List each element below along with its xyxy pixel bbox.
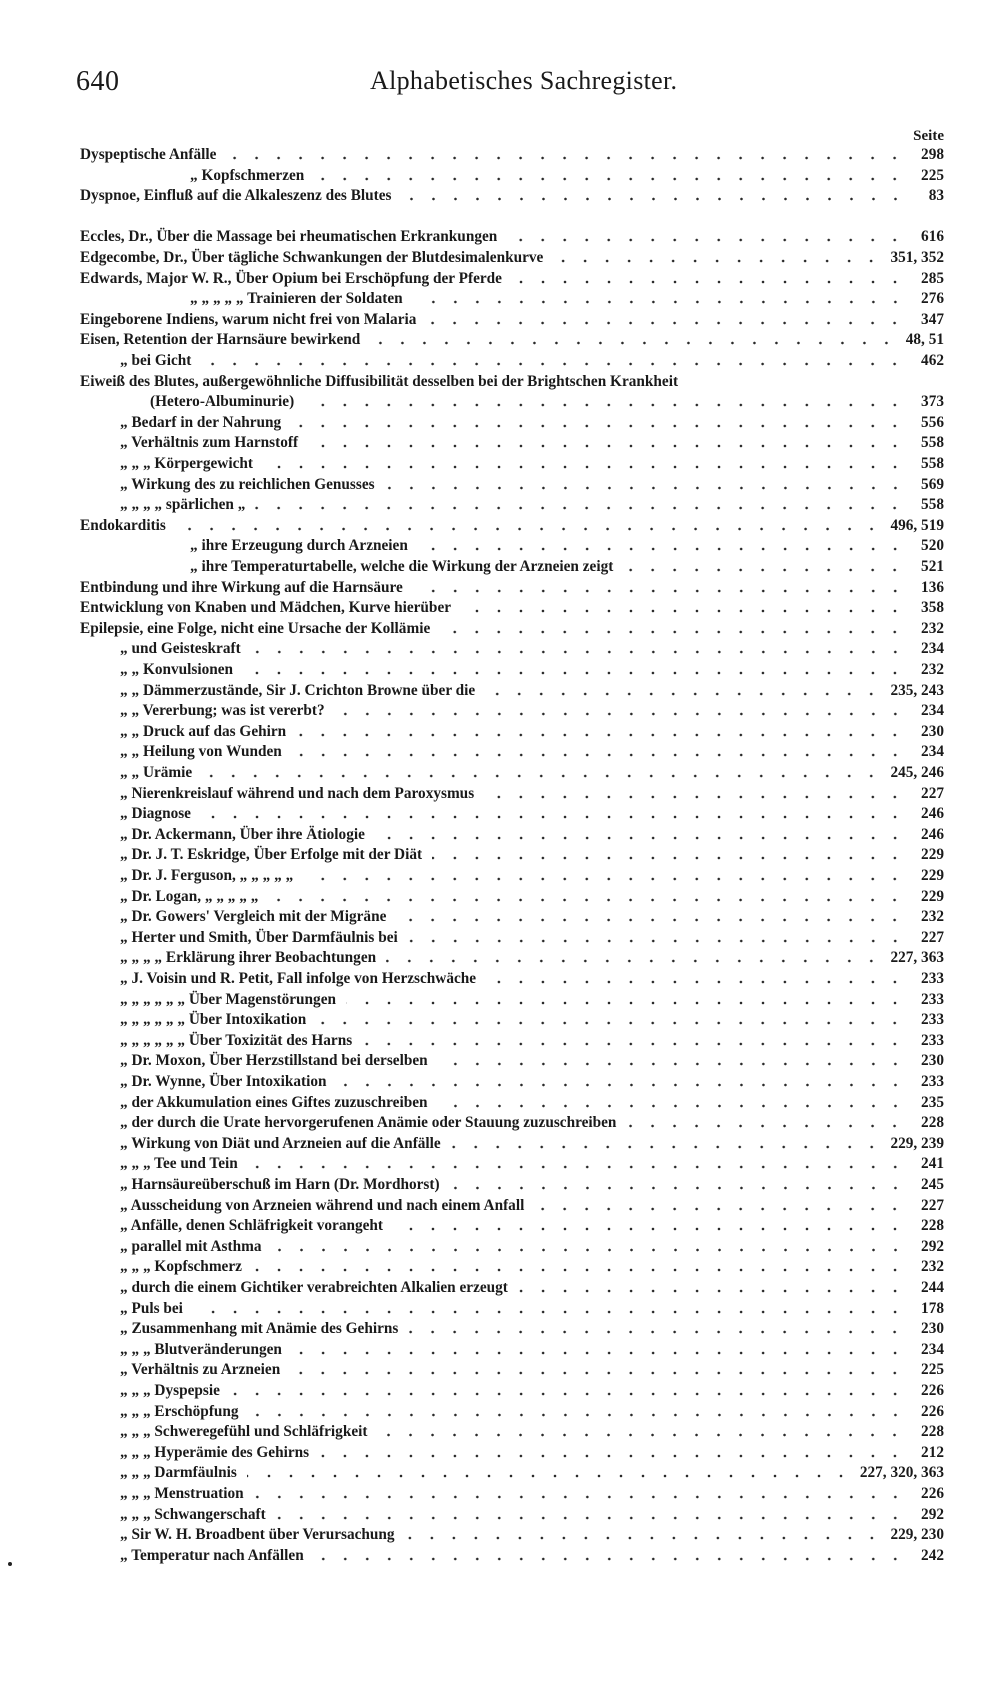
- index-entry: [120, 659, 944, 680]
- index-entry: [120, 762, 944, 783]
- dot-leader: [319, 1453, 906, 1459]
- index-entry: [120, 494, 944, 515]
- dot-leader: [405, 1535, 883, 1541]
- entry-label: „ „ „ „ „ „ Über Intoxikation: [120, 1011, 307, 1028]
- entry-page: 225: [921, 1361, 944, 1378]
- dot-leader: [688, 382, 906, 388]
- entry-label: „ der durch die Urate hervorgerufenen Anämie oder Stauung zuzuschreiben: [120, 1114, 617, 1131]
- entry-page: 228: [921, 1423, 944, 1440]
- dot-leader: [438, 1103, 906, 1109]
- entry-page: 285: [921, 270, 944, 287]
- entry-page: 235, 243: [890, 682, 944, 699]
- entry-page: 225: [921, 167, 944, 184]
- dot-leader: [413, 299, 906, 305]
- entry-label: „ Dr. Wynne, Über Intoxikation: [120, 1073, 327, 1090]
- entry-label: „ durch die einem Gichtiker verabreichten Alkalien erzeugt: [120, 1279, 508, 1296]
- index-entry: [120, 1112, 944, 1133]
- dot-leader: [408, 938, 906, 944]
- entry-page: 227, 320, 363: [859, 1464, 944, 1481]
- dot-leader: [248, 1164, 906, 1170]
- dot-leader: [263, 464, 906, 470]
- entry-page: 245, 246: [890, 764, 944, 781]
- index-entry: [80, 268, 944, 289]
- entry-label: „ Herter und Smith, Über Darmfäulnis bei: [120, 929, 398, 946]
- dot-leader: [243, 670, 906, 676]
- entry-label: „ „ „ Tee und Tein: [120, 1155, 238, 1172]
- index-entry: [120, 432, 944, 453]
- page-column-label: Seite: [913, 128, 944, 144]
- entry-page: 347: [921, 311, 944, 328]
- index-entry: [120, 824, 944, 845]
- entry-page: 227: [921, 785, 944, 802]
- entry-label: „ Anfälle, denen Schläfrigkeit vorangeht: [120, 1217, 384, 1234]
- entry-label: „ Zusammenhang mit Anämie des Gehirns: [120, 1320, 399, 1337]
- dot-leader: [461, 608, 906, 614]
- entry-page: 227: [921, 929, 944, 946]
- dot-leader: [249, 1412, 906, 1418]
- index-entry: [120, 453, 944, 474]
- dot-leader: [314, 176, 906, 182]
- dot-leader: [292, 752, 906, 758]
- entry-page: 233: [921, 1073, 944, 1090]
- index-entry: [120, 1071, 944, 1092]
- entry-page: 48, 51: [905, 331, 944, 348]
- entry-label: „ Dr. Gowers' Vergleich mit der Migräne: [120, 908, 387, 925]
- entry-page: 232: [921, 620, 944, 637]
- dot-leader: [426, 320, 906, 326]
- entry-page: 235: [921, 1094, 944, 1111]
- entry-page: 234: [921, 743, 944, 760]
- index-entry: [190, 165, 944, 186]
- entry-page: 233: [921, 1032, 944, 1049]
- index-entry: [120, 1298, 944, 1319]
- dot-leader: [314, 1556, 906, 1562]
- index-entry: [120, 1524, 944, 1545]
- index-entry: [120, 803, 944, 824]
- entry-page: 227, 363: [890, 949, 944, 966]
- dot-leader: [268, 897, 906, 903]
- entry-label: Dyspnoe, Einfluß auf die Alkaleszenz des Blutes: [80, 187, 392, 204]
- dot-leader: [193, 1309, 906, 1315]
- index-entry: [120, 1050, 944, 1071]
- dot-leader: [276, 1515, 906, 1521]
- entry-label: „ Sir W. H. Broadbent über Verursachung: [120, 1526, 395, 1543]
- entry-label: „ und Geisteskraft: [120, 640, 241, 657]
- dot-leader: [377, 1432, 906, 1438]
- dot-leader: [408, 1329, 906, 1335]
- index-entry: [120, 783, 944, 804]
- index-entry: [80, 618, 944, 639]
- dot-leader: [396, 917, 906, 923]
- index-entry: [80, 309, 944, 330]
- index-entry: [120, 1256, 944, 1277]
- index-entry: [120, 1174, 944, 1195]
- entry-label: „ Dr. J. Ferguson, „ „ „ „ „: [120, 867, 294, 884]
- entry-label: „ Verhältnis zu Arzneien: [120, 1361, 281, 1378]
- entry-page: 292: [921, 1238, 944, 1255]
- index-entry: [120, 1339, 944, 1360]
- entry-page: 232: [921, 1258, 944, 1275]
- dot-leader: [440, 629, 906, 635]
- index-entry: [120, 886, 944, 907]
- entry-page: 558: [921, 496, 944, 513]
- entry-label: „ „ „ Menstruation: [120, 1485, 244, 1502]
- index-entry: [120, 968, 944, 989]
- dot-leader: [370, 340, 897, 346]
- entry-label: „ „ Konvulsionen: [120, 661, 234, 678]
- dot-leader: [247, 1473, 852, 1479]
- entry-page: 496, 519: [890, 517, 944, 534]
- dot-leader: [375, 835, 906, 841]
- dot-leader: [201, 814, 906, 820]
- index-entry: [120, 1215, 944, 1236]
- entry-page: 298: [921, 146, 944, 163]
- entry-page: 229: [921, 867, 944, 884]
- entry-label: (Hetero-Albuminurie): [150, 393, 295, 410]
- entry-label: „ „ „ „ „ Trainieren der Soldaten: [190, 290, 403, 307]
- entry-page: 616: [921, 228, 944, 245]
- page-number: 640: [76, 66, 120, 97]
- index-entry: [120, 1504, 944, 1525]
- index-entry: [120, 1153, 944, 1174]
- entry-label: „ „ „ Körpergewicht: [120, 455, 253, 472]
- index-entry: [120, 1318, 944, 1339]
- index-entry: [80, 329, 944, 350]
- index-entry: [120, 1236, 944, 1257]
- index-entry: [120, 1030, 944, 1051]
- entry-label: „ „ „ Blutveränderungen: [120, 1341, 282, 1358]
- entry-label: Eisen, Retention der Harnsäure bewirkend: [80, 331, 361, 348]
- entry-page: 212: [921, 1444, 944, 1461]
- entry-label: „ Wirkung des zu reichlichen Genusses: [120, 476, 375, 493]
- entry-label: „ Diagnose: [120, 805, 191, 822]
- dot-leader: [176, 526, 883, 532]
- entry-page: 229: [921, 888, 944, 905]
- entry-label: „ Wirkung von Diät und Arzneien auf die Anfälle: [120, 1135, 441, 1152]
- dot-leader: [486, 979, 906, 985]
- index-entry: [120, 906, 944, 927]
- dot-leader: [255, 505, 906, 511]
- dot-leader: [362, 1041, 906, 1047]
- dot-leader: [251, 649, 906, 655]
- entry-label: Edwards, Major W. R., Über Opium bei Erschöpfung der Pferde: [80, 270, 502, 287]
- entry-page: 229: [921, 846, 944, 863]
- index-entry: [120, 412, 944, 433]
- index-entry: [120, 1442, 944, 1463]
- entry-label: „ Dr. Ackermann, Über ihre Ätiologie: [120, 826, 365, 843]
- entry-page: 228: [921, 1217, 944, 1234]
- dot-leader: [226, 155, 906, 161]
- index-entry: [120, 844, 944, 865]
- dot-leader: [385, 485, 906, 491]
- entry-label: Eiweiß des Blutes, außergewöhnliche Diffusibilität desselben bei der Brightschen Krankheit: [80, 373, 679, 390]
- entry-page: 521: [921, 558, 944, 575]
- index-entry: [120, 1380, 944, 1401]
- entry-page: 245: [921, 1176, 944, 1193]
- entry-label: Entwicklung von Knaben und Mädchen, Kurve hierüber: [80, 599, 452, 616]
- entry-page: 83: [928, 187, 944, 204]
- entry-page: 229, 239: [890, 1135, 944, 1152]
- dot-leader: [450, 1185, 906, 1191]
- dot-leader: [484, 794, 906, 800]
- dot-leader: [386, 958, 882, 964]
- dot-leader: [201, 361, 906, 367]
- entry-label: „ Temperatur nach Anfällen: [120, 1547, 304, 1564]
- index-entry: [120, 721, 944, 742]
- page-title: Alphabetisches Sachregister.: [370, 66, 678, 95]
- entry-page: 276: [921, 290, 944, 307]
- entry-label: „ „ „ Hyperämie des Gehirns: [120, 1444, 310, 1461]
- dot-leader: [296, 732, 906, 738]
- index-entry: [120, 1462, 944, 1483]
- index-entry: [120, 1092, 944, 1113]
- index-entry: [120, 927, 944, 948]
- entry-page: 178: [921, 1300, 944, 1317]
- entry-label: „ „ „ Schweregefühl und Schläfrigkeit: [120, 1423, 368, 1440]
- entry-page: 234: [921, 702, 944, 719]
- entry-label: „ „ „ „ spärlichen „: [120, 496, 246, 513]
- dot-leader: [303, 876, 906, 882]
- dot-leader: [335, 711, 906, 717]
- entry-page: 558: [921, 434, 944, 451]
- dot-leader: [626, 1123, 906, 1129]
- entry-label: „ „ Vererbung; was ist vererbt?: [120, 702, 325, 719]
- entry-label: Eccles, Dr., Über die Massage bei rheumatischen Erkrankungen: [80, 228, 498, 245]
- entry-label: „ Nierenkreislauf während und nach dem Paroxysmus: [120, 785, 475, 802]
- index-entry: [120, 1401, 944, 1422]
- index-entry: [80, 577, 944, 598]
- dot-leader: [534, 1206, 906, 1212]
- entry-page: 373: [921, 393, 944, 410]
- dot-leader: [337, 1082, 906, 1088]
- entry-label: „ parallel mit Asthma: [120, 1238, 262, 1255]
- index-entry: [80, 144, 944, 165]
- entry-label: Eingeborene Indiens, warum nicht frei von Malaria: [80, 311, 417, 328]
- index-entry: [120, 865, 944, 886]
- dot-leader: [252, 1267, 906, 1273]
- index-entry: [120, 1545, 944, 1566]
- index-entry: [190, 535, 944, 556]
- entry-page: 136: [921, 579, 944, 596]
- entry-page: 234: [921, 640, 944, 657]
- index-entry: [120, 474, 944, 495]
- index-entry: [120, 989, 944, 1010]
- dot-leader: [623, 567, 906, 573]
- entry-page: 232: [921, 908, 944, 925]
- entry-label: „ Puls bei: [120, 1300, 183, 1317]
- index-entry: [190, 556, 944, 577]
- index-entry: [80, 371, 944, 392]
- entry-label: „ „ „ „ Erklärung ihrer Beobachtungen: [120, 949, 377, 966]
- dot-leader: [292, 1350, 906, 1356]
- entry-page: 226: [921, 1382, 944, 1399]
- index-entry: [120, 741, 944, 762]
- scan-speck: [8, 1562, 12, 1566]
- entry-label: Dyspeptische Anfälle: [80, 146, 217, 163]
- dot-leader: [518, 1288, 906, 1294]
- entry-page: 358: [921, 599, 944, 616]
- entry-label: „ „ Urämie: [120, 764, 193, 781]
- entry-label: „ Bedarf in der Nahrung: [120, 414, 282, 431]
- entry-page: 233: [921, 970, 944, 987]
- dot-leader: [254, 1494, 906, 1500]
- dot-leader: [432, 855, 906, 861]
- dot-leader: [346, 1000, 906, 1006]
- entry-page: 228: [921, 1114, 944, 1131]
- entry-page: 556: [921, 414, 944, 431]
- entry-page: 230: [921, 1052, 944, 1069]
- entry-page: 233: [921, 991, 944, 1008]
- entry-label: „ ihre Temperaturtabelle, welche die Wirkung der Arzneien zeigt: [190, 558, 614, 575]
- entry-label: „ Verhältnis zum Harnstoff: [120, 434, 299, 451]
- entry-label: „ ihre Erzeugung durch Arzneien: [190, 537, 408, 554]
- entry-page: 292: [921, 1506, 944, 1523]
- entry-page: 230: [921, 1320, 944, 1337]
- entry-page: 230: [921, 723, 944, 740]
- entry-label: „ Dr. J. T. Eskridge, Über Erfolge mit der Diät: [120, 846, 423, 863]
- entry-page: 246: [921, 826, 944, 843]
- entry-page: 520: [921, 537, 944, 554]
- entry-page: 246: [921, 805, 944, 822]
- entry-label: „ „ Heilung von Wunden: [120, 743, 282, 760]
- entry-label: „ „ Dämmerzustände, Sir J. Crichton Browne über die: [120, 682, 476, 699]
- dot-leader: [393, 1226, 906, 1232]
- index-entry: [120, 700, 944, 721]
- dot-leader: [272, 1247, 907, 1253]
- index-entry: [80, 226, 944, 247]
- entry-label: Entbindung und ihre Wirkung auf die Harnsäure: [80, 579, 403, 596]
- entry-page: 229, 230: [890, 1526, 944, 1543]
- entry-label: Edgecombe, Dr., Über tägliche Schwankungen der Blutdesimalenkurve: [80, 249, 544, 266]
- dot-leader: [438, 1061, 906, 1067]
- dot-leader: [230, 1391, 906, 1397]
- dot-leader: [413, 588, 906, 594]
- index-entry: [190, 288, 944, 309]
- entry-page: 226: [921, 1403, 944, 1420]
- index-entry: [120, 1009, 944, 1030]
- entry-label: „ „ „ „ „ „ Über Magenstörungen: [120, 991, 336, 1008]
- index-entry: [120, 1277, 944, 1298]
- entry-label: „ der Akkumulation eines Giftes zuzuschreiben: [120, 1094, 428, 1111]
- index-entry: [120, 638, 944, 659]
- entry-page: 351, 352: [890, 249, 944, 266]
- entry-page: 244: [921, 1279, 944, 1296]
- entry-label: „ Kopfschmerzen: [190, 167, 305, 184]
- entry-label: „ „ „ Kopfschmerz: [120, 1258, 242, 1275]
- dot-leader: [485, 691, 882, 697]
- entry-page: 241: [921, 1155, 944, 1172]
- index-entry: [80, 247, 944, 268]
- entry-page: 234: [921, 1341, 944, 1358]
- entry-page: 462: [921, 352, 944, 369]
- index-entry: [120, 1195, 944, 1216]
- entry-page: 569: [921, 476, 944, 493]
- index-entry: [120, 680, 944, 701]
- entry-label: „ Harnsäureüberschuß im Harn (Dr. Mordhorst): [120, 1176, 440, 1193]
- entry-page: 232: [921, 661, 944, 678]
- entry-label: „ „ „ Erschöpfung: [120, 1403, 239, 1420]
- entry-page: 558: [921, 455, 944, 472]
- index-entry: [150, 391, 944, 412]
- index-entry: [80, 597, 944, 618]
- entry-label: „ Dr. Logan, „ „ „ „ „: [120, 888, 259, 905]
- entry-label: „ bei Gicht: [120, 352, 192, 369]
- entry-label: „ „ „ Dyspepsie: [120, 1382, 220, 1399]
- entry-page: 226: [921, 1485, 944, 1502]
- index-entry: [120, 947, 944, 968]
- entry-label: „ „ „ „ „ „ Über Toxizität des Harns: [120, 1032, 353, 1049]
- dot-leader: [304, 402, 906, 408]
- dot-leader: [553, 258, 882, 264]
- entry-page: 227: [921, 1197, 944, 1214]
- dot-leader: [512, 279, 906, 285]
- dot-leader: [316, 1020, 906, 1026]
- dot-leader: [202, 773, 882, 779]
- entry-label: Epilepsie, eine Folge, nicht eine Ursache der Kollämie: [80, 620, 431, 637]
- entry-page: 233: [921, 1011, 944, 1028]
- index-entry: [120, 1483, 944, 1504]
- dot-leader: [418, 546, 906, 552]
- index-entry: [120, 1421, 944, 1442]
- index-entry: [80, 185, 944, 206]
- index-entry: [120, 350, 944, 371]
- index-entry: [120, 1133, 944, 1154]
- entry-label: „ „ „ Darmfäulnis: [120, 1464, 237, 1481]
- index-entry: [120, 1359, 944, 1380]
- dot-leader: [507, 237, 906, 243]
- entry-label: Endokarditis: [80, 517, 166, 534]
- dot-leader: [451, 1144, 883, 1150]
- dot-leader: [290, 1370, 906, 1376]
- entry-page: 242: [921, 1547, 944, 1564]
- dot-leader: [308, 443, 906, 449]
- entry-label: „ „ Druck auf das Gehirn: [120, 723, 287, 740]
- dot-leader: [291, 423, 906, 429]
- index-entry: [80, 515, 944, 536]
- entry-label: „ „ „ Schwangerschaft: [120, 1506, 266, 1523]
- entry-label: „ Ausscheidung von Arzneien während und nach einem Anfall: [120, 1197, 525, 1214]
- dot-leader: [402, 196, 906, 202]
- entry-label: „ Dr. Moxon, Über Herzstillstand bei derselben: [120, 1052, 428, 1069]
- entry-label: „ J. Voisin und R. Petit, Fall infolge von Herzschwäche: [120, 970, 477, 987]
